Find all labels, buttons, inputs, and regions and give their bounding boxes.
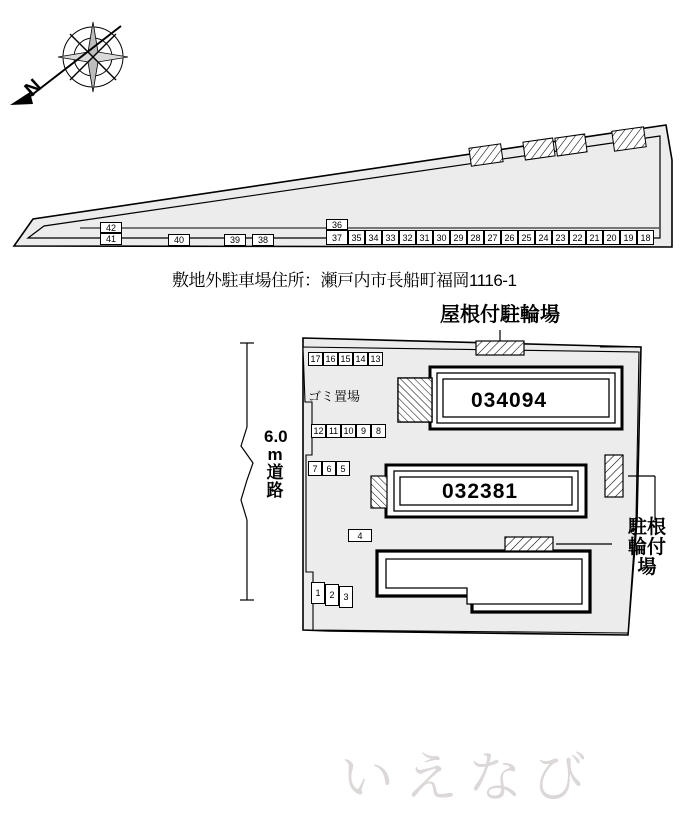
parking-stall[interactable]: 14 xyxy=(353,352,368,366)
parking-stall[interactable]: 27 xyxy=(484,230,501,245)
parking-stall[interactable]: 41 xyxy=(100,233,122,245)
road-unit: m xyxy=(267,444,283,464)
parking-stall[interactable]: 6 xyxy=(322,461,336,476)
parking-stall[interactable]: 9 xyxy=(356,424,371,438)
parking-stall[interactable]: 25 xyxy=(518,230,535,245)
road-width-value: 6.0 xyxy=(264,427,288,446)
parking-stall[interactable]: 39 xyxy=(224,234,246,246)
parking-stall[interactable]: 22 xyxy=(569,230,586,245)
parking-stall[interactable]: 28 xyxy=(467,230,484,245)
parking-stall[interactable]: 17 xyxy=(308,352,323,366)
parking-stall[interactable]: 1 xyxy=(311,582,325,604)
parking-stall[interactable]: 40 xyxy=(168,234,190,246)
road-kanji-1: 道 xyxy=(266,462,284,482)
parking-stall[interactable]: 34 xyxy=(365,230,382,245)
parking-stall[interactable]: 38 xyxy=(252,234,274,246)
parking-stall[interactable]: 11 xyxy=(326,424,341,438)
parking-stall[interactable]: 31 xyxy=(416,230,433,245)
parking-stall[interactable]: 23 xyxy=(552,230,569,245)
parking-stall[interactable]: 16 xyxy=(323,352,338,366)
parking-stall[interactable]: 36 xyxy=(326,219,348,230)
parking-stall[interactable]: 2 xyxy=(325,584,339,606)
parking-stall[interactable]: 12 xyxy=(311,424,326,438)
roofed-bicycle-top-label: 屋根付駐輪場 xyxy=(440,304,560,326)
parking-stall[interactable]: 15 xyxy=(338,352,353,366)
parking-stall[interactable]: 30 xyxy=(433,230,450,245)
parking-stall[interactable]: 35 xyxy=(348,230,365,245)
parking-stall[interactable]: 29 xyxy=(450,230,467,245)
parking-stall[interactable]: 21 xyxy=(586,230,603,245)
parking-stall[interactable]: 42 xyxy=(100,222,122,233)
parking-stall[interactable]: 32 xyxy=(399,230,416,245)
parking-stall[interactable]: 26 xyxy=(501,230,518,245)
address-note: 敷地外駐車場住所：瀬戸内市長船町福岡1116-1 xyxy=(172,271,517,290)
building-name: 034094 xyxy=(471,389,548,412)
parking-stall[interactable]: 33 xyxy=(382,230,399,245)
parking-stall[interactable]: 24 xyxy=(535,230,552,245)
parking-stall[interactable]: 7 xyxy=(308,461,322,476)
parking-stall[interactable]: 20 xyxy=(603,230,620,245)
roofed-bicycle-right-label: 駐根 輪付 場 xyxy=(627,517,666,578)
garbage-label: ゴミ置場 xyxy=(308,389,361,404)
building-name: 032381 xyxy=(442,480,519,503)
road-kanji-2: 路 xyxy=(266,480,284,500)
parking-stall[interactable]: 4 xyxy=(348,529,372,542)
parking-stall[interactable]: 18 xyxy=(637,230,654,245)
parking-stall[interactable]: 19 xyxy=(620,230,637,245)
parking-stall[interactable]: 10 xyxy=(341,424,356,438)
watermark: いえなび xyxy=(340,748,596,808)
parking-stall[interactable]: 3 xyxy=(339,586,353,608)
parking-stall[interactable]: 5 xyxy=(336,461,350,476)
compass-n-label: N xyxy=(20,74,46,102)
road-width-label xyxy=(264,428,286,499)
parking-stall[interactable]: 8 xyxy=(371,424,386,438)
parking-stall[interactable]: 13 xyxy=(368,352,383,366)
parking-stall[interactable]: 37 xyxy=(326,230,348,245)
